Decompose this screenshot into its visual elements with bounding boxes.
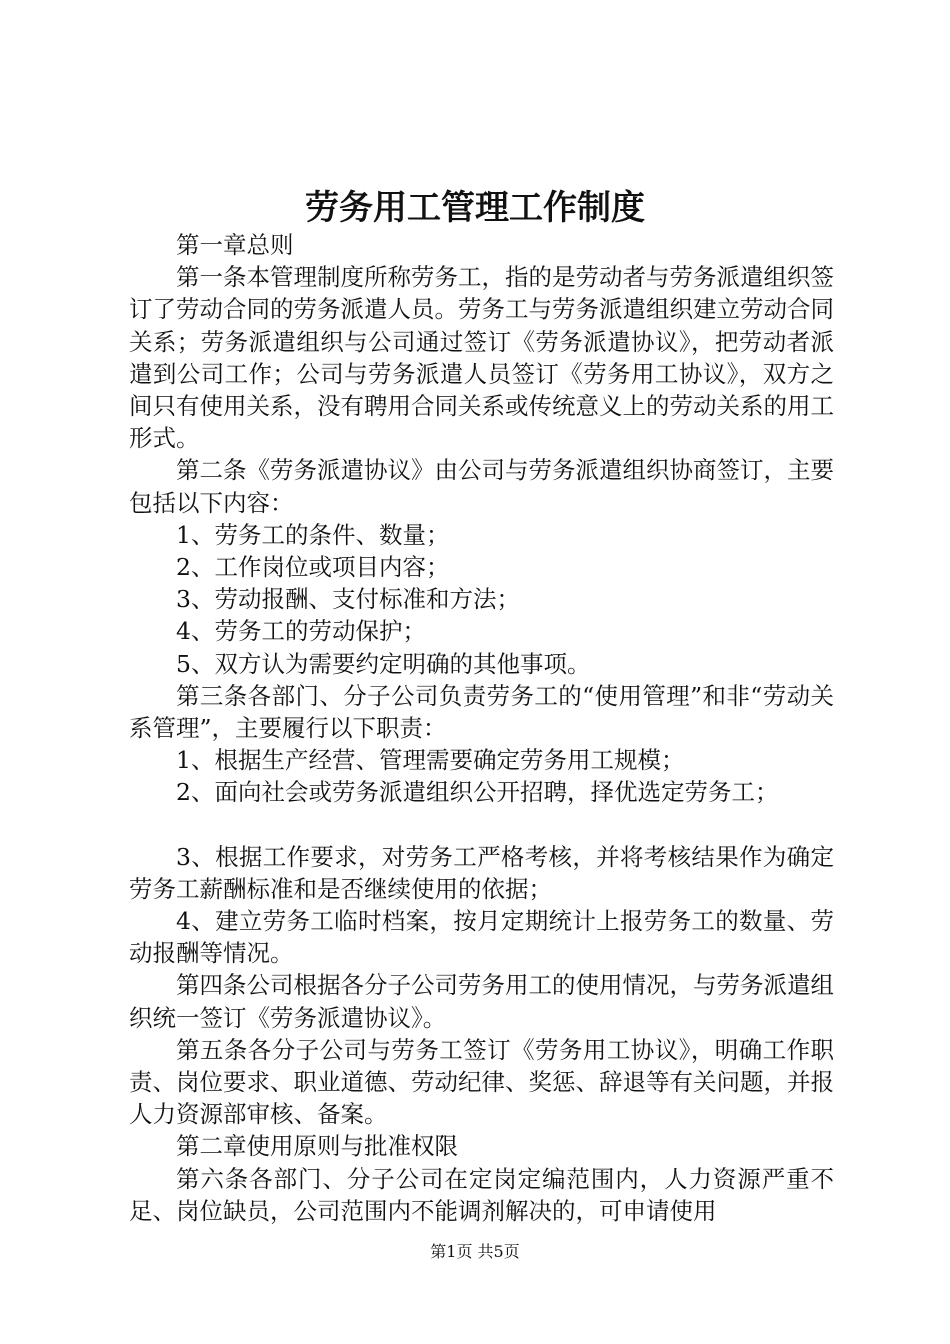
list-item: 3、根据工作要求，对劳务工严格考核，并将考核结果作为确定劳务工薪酬标准和是否继续使用的依据； — [129, 842, 834, 903]
article-paragraph: 第六条各部门、分子公司在定岗定编范围内，人力资源严重不足、岗位缺员，公司范围内不能调剂解决的，可申请使用 — [129, 1164, 834, 1225]
document-body — [129, 229, 834, 1227]
article-paragraph: 第五条各分子公司与劳务工签订《劳务用工协议》，明确工作职责、岗位要求、职业道德、劳动纪律、奖惩、辞退等有关问题，并报人力资源部审核、备案。 — [129, 1035, 834, 1129]
chapter-heading: 第二章使用原则与批准权限 — [176, 1132, 458, 1161]
list-item: 3、劳动报酬、支付标准和方法； — [176, 585, 520, 614]
list-item: 1、劳务工的条件、数量； — [176, 520, 450, 549]
blank-line — [129, 809, 834, 841]
article-paragraph: 第四条公司根据各分子公司劳务用工的使用情况，与劳务派遣组织统一签订《劳务派遣协议》。 — [129, 971, 834, 1032]
list-item: 5、双方认为需要约定明确的其他事项。 — [176, 649, 591, 678]
list-item: 1、根据生产经营、管理需要确定劳务用工规模； — [176, 746, 685, 775]
article-paragraph: 第三条各部门、分子公司负责劳务工的“使用管理”和非“劳动关系管理”，主要履行以下职责： — [129, 681, 834, 743]
page-footer: 第1页 共5页 — [430, 1242, 520, 1261]
article-paragraph: 第二条《劳务派遣协议》由公司与劳务派遣组织协商签订，主要包括以下内容： — [129, 456, 834, 517]
list-item: 4、建立劳务工临时档案，按月定期统计上报劳务工的数量、劳动报酬等情况。 — [129, 907, 834, 968]
list-item: 2、工作岗位或项目内容； — [176, 553, 450, 582]
document-title: 劳务用工管理工作制度 — [305, 188, 645, 228]
list-item: 2、面向社会或劳务派遣组织公开招聘，择优选定劳务工； — [176, 778, 779, 807]
chapter-heading: 第一章总则 — [176, 231, 294, 259]
list-item: 4、劳务工的劳动保护； — [176, 617, 426, 646]
article-paragraph: 第一条本管理制度所称劳务工，指的是劳动者与劳务派遣组织签订了劳动合同的劳务派遣人员。劳务工与劳务派遣组织建立劳动合同关系；劳务派遣组织与公司通过签订《劳务派遣协议》，把劳动者派遣到公司工作；公司与劳务派遣人员签订《劳务用工协议》，双方之间只有使用关系，没有聘用合同关系或传统意义上的劳动关系的用工形式。 — [129, 263, 834, 453]
